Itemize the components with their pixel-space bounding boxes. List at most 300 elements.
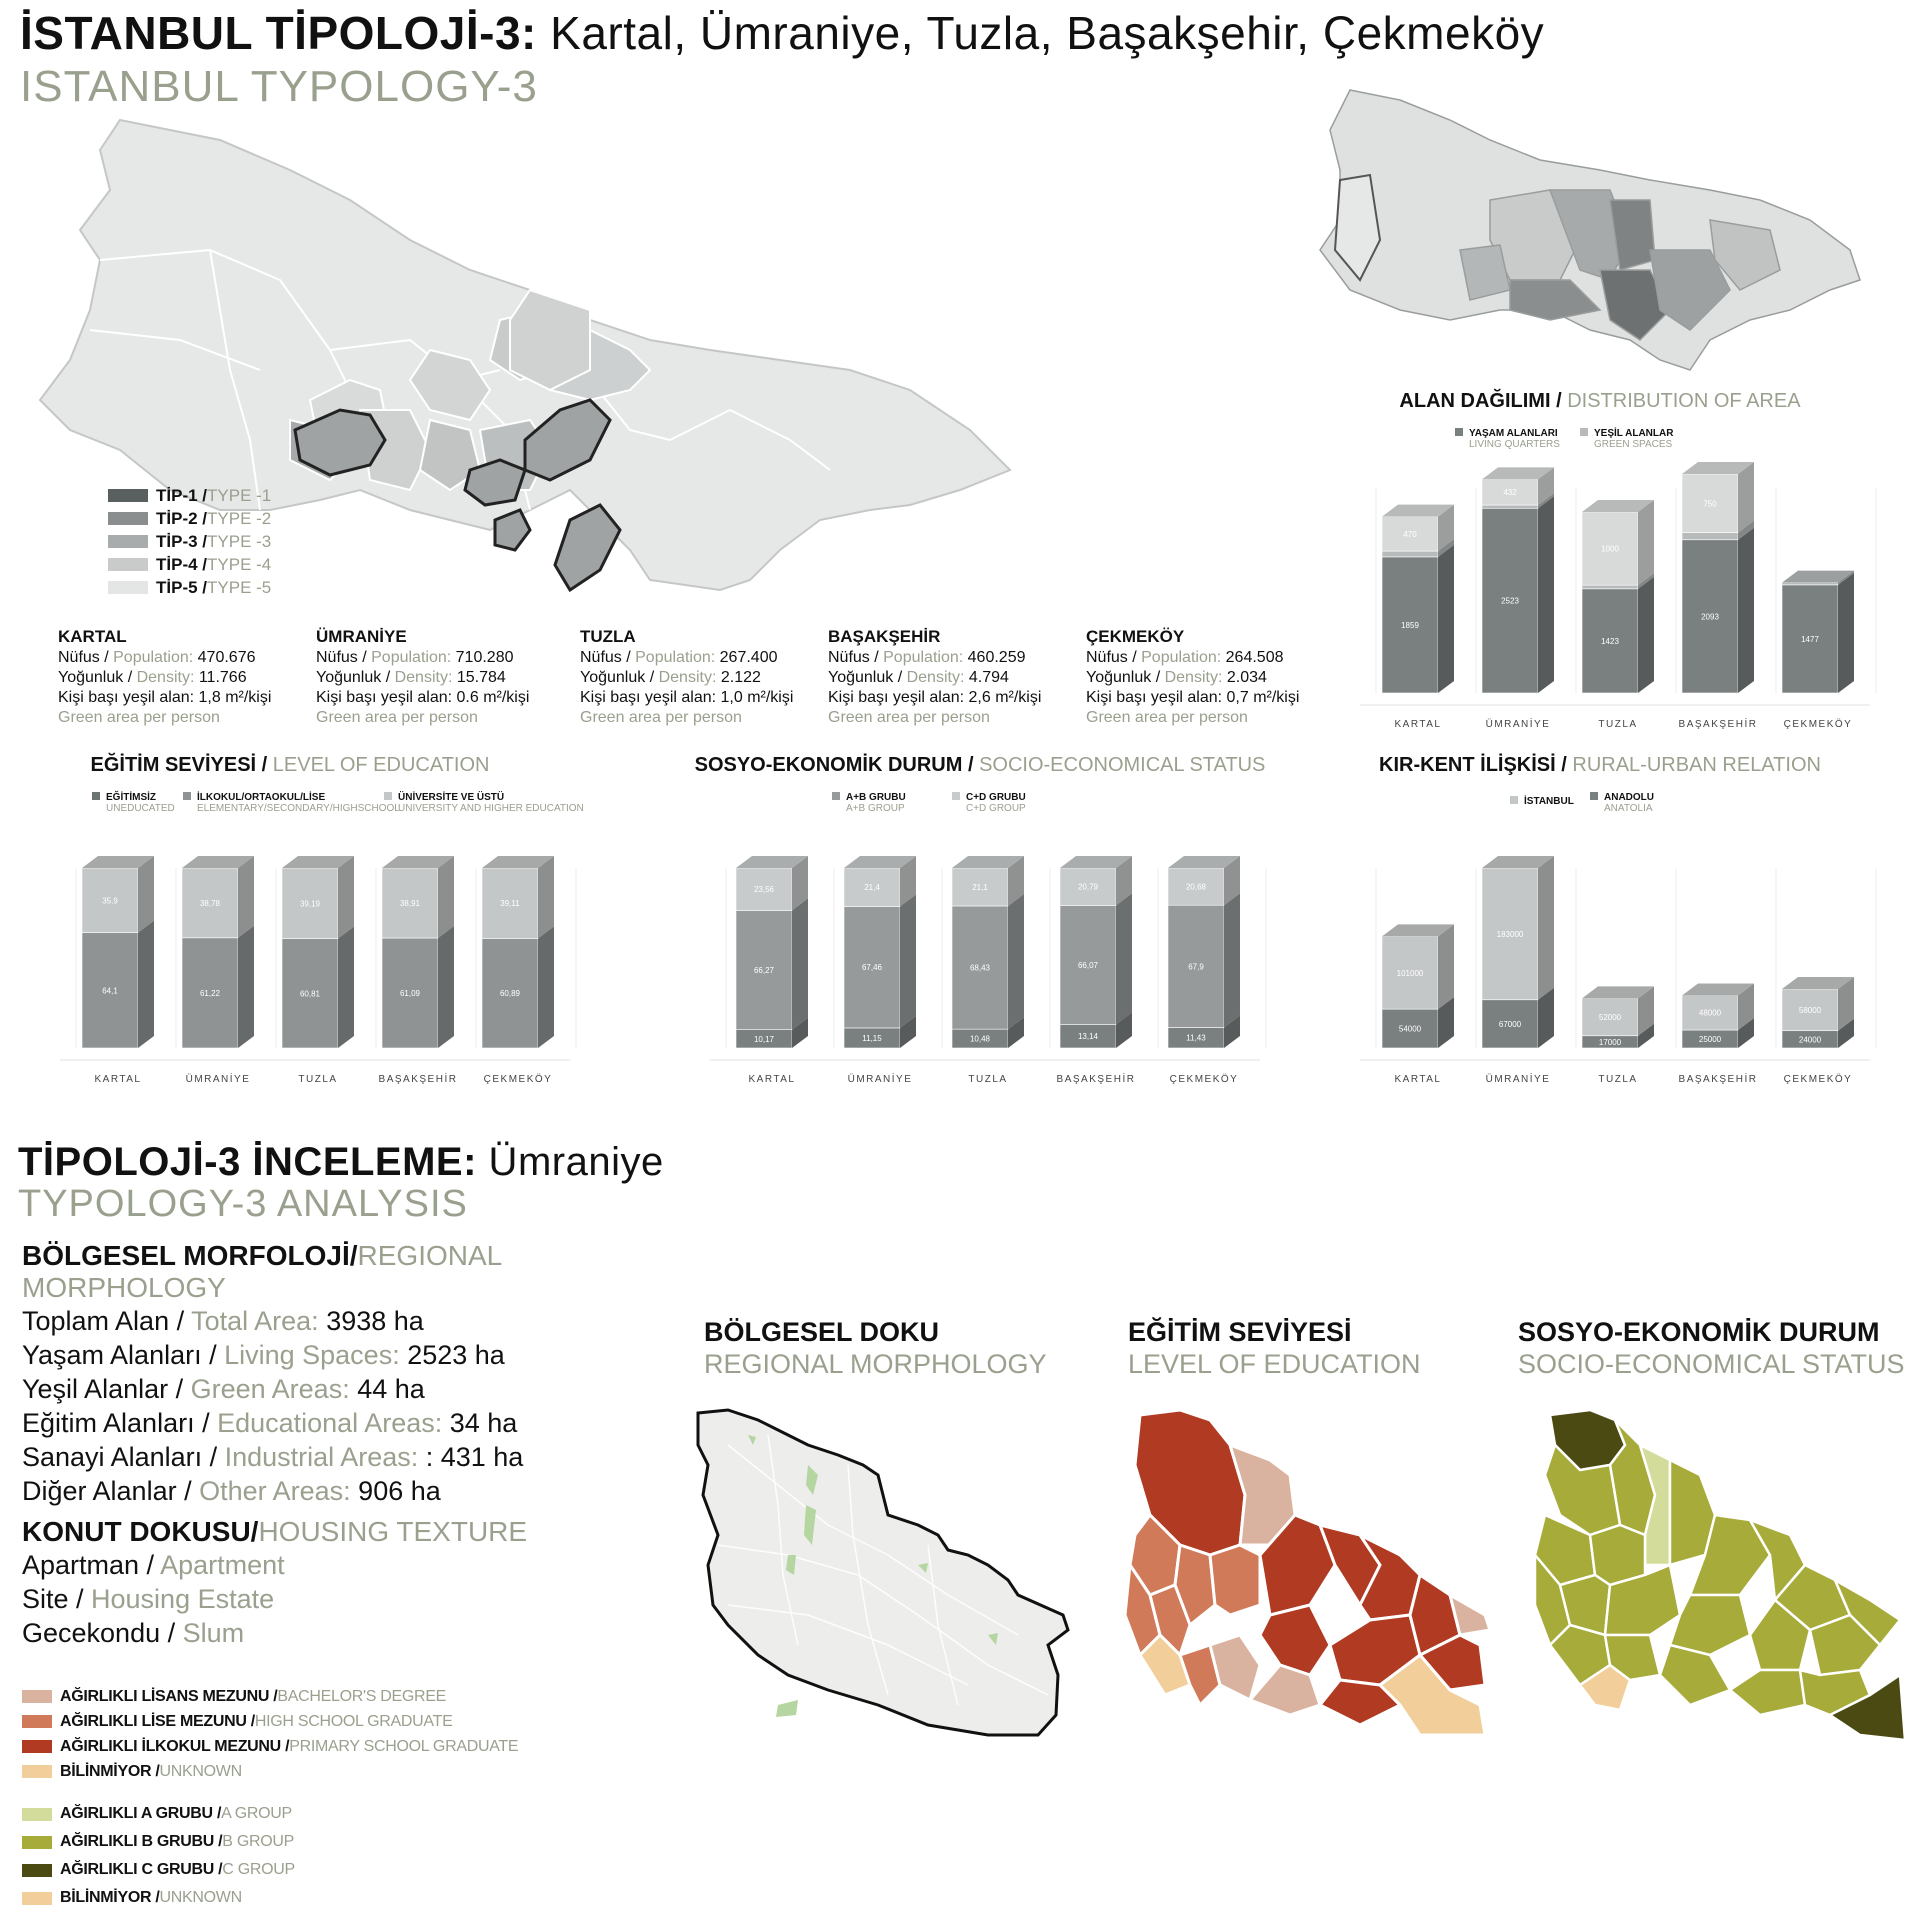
- bar-segment: [1682, 533, 1738, 540]
- green-value: 1,8 m²/kişi: [198, 689, 272, 706]
- housing-label-en: Housing Estate: [91, 1584, 275, 1614]
- density-value: 15.784: [456, 669, 506, 686]
- legend-label: EĞİTİMSİZ: [106, 792, 156, 803]
- area-item: [22, 1304, 702, 1338]
- legend-row: [22, 1828, 295, 1856]
- green-label-en: Green area per person: [1086, 709, 1248, 726]
- pop-label-en: Population:: [1136, 649, 1222, 666]
- bar-value-label: 21,4: [864, 883, 880, 893]
- map-heading-en: SOCIO-ECONOMICAL STATUS: [1518, 1349, 1905, 1379]
- chart-title-en: LEVEL OF EDUCATION: [267, 754, 490, 776]
- legend-label-en: TYPE -2: [207, 508, 272, 528]
- chart-title-tr: EĞİTİM SEVİYESİ /: [90, 754, 268, 776]
- density-label-en: Density:: [132, 669, 195, 686]
- legend-row: [22, 1800, 295, 1828]
- bar-side: [538, 856, 554, 938]
- analysis-title: [18, 1140, 664, 1185]
- bar-value-label: 1423: [1601, 636, 1619, 646]
- umraniye-morphology-map: [688, 1405, 1078, 1750]
- map-heading-en: LEVEL OF EDUCATION: [1128, 1349, 1421, 1379]
- bar-value-label: 20,79: [1077, 882, 1099, 892]
- density-label-en: Density:: [654, 669, 717, 686]
- bar-ümrani̇ye: [1482, 467, 1554, 693]
- bar-tuzla: [282, 856, 354, 1048]
- green-label-en: Green area per person: [316, 709, 478, 726]
- legend-label-en: TYPE -4: [207, 554, 272, 574]
- legend-swatch: [108, 489, 148, 502]
- legend-label-en: C GROUP: [222, 1861, 295, 1878]
- area-label-tr: Diğer Alanlar /: [22, 1476, 200, 1506]
- legend-label-en: ANATOLIA: [1604, 803, 1653, 814]
- district-cekmekoy: [1086, 627, 1336, 728]
- bar-tuzla: [1582, 500, 1654, 693]
- tuzla-highlight: [555, 505, 620, 590]
- housing-block: [22, 1516, 702, 1650]
- bar-value-label: 60,89: [499, 989, 521, 999]
- legend-label: C+D GRUBU: [966, 792, 1026, 803]
- education-legend-2: [183, 792, 400, 814]
- pop-value: 460.259: [967, 649, 1026, 666]
- area-item: [22, 1338, 702, 1372]
- bar-side: [338, 927, 354, 1048]
- pop-label: Nüfus /: [1086, 649, 1137, 666]
- bar-value-label: 10,48: [969, 1034, 991, 1044]
- bar-value-label: 23,56: [753, 885, 775, 895]
- legend-swatch: [108, 558, 148, 571]
- page-subtitle: ISTANBUL TYPOLOGY-3: [20, 62, 538, 111]
- area-label-tr: Yeşil Alanlar /: [22, 1374, 191, 1404]
- district-name: ÇEKMEKÖY: [1086, 627, 1185, 646]
- legend-label-tr: BİLİNMİYOR /: [60, 1762, 160, 1780]
- bar-value-label: 11,15: [862, 1033, 882, 1043]
- bar-value-label: 68,43: [969, 963, 991, 973]
- legend-type-5: [108, 576, 271, 599]
- socio-chart-title: [680, 754, 1280, 777]
- green-label: Kişi başı yeşil alan:: [1086, 689, 1223, 706]
- legend-label-en: A+B GROUP: [846, 803, 905, 814]
- bar-side: [900, 895, 916, 1028]
- bar-value-label: 67,9: [1188, 962, 1204, 972]
- legend-label-tr: AĞIRLIKLI İLKOKUL MEZUNU /: [60, 1737, 290, 1755]
- bar-side: [1538, 496, 1554, 693]
- bar-value-label: 11,43: [1186, 1033, 1206, 1043]
- green-label: Kişi başı yeşil alan:: [316, 689, 453, 706]
- legend-label-tr: TİP-2 /: [156, 508, 208, 528]
- pop-label-en: Population:: [878, 649, 964, 666]
- area-chart: [1340, 460, 1880, 735]
- morphology-heading: [22, 1240, 702, 1304]
- pop-value: 264.508: [1225, 649, 1284, 666]
- density-label-en: Density:: [902, 669, 965, 686]
- map-heading-tr: SOSYO-EKONOMİK DURUM: [1518, 1317, 1880, 1347]
- bar-value-label: 432: [1503, 488, 1517, 498]
- green-value: 2,6 m²/kişi: [968, 689, 1042, 706]
- chart-title-tr: ALAN DAĞILIMI /: [1399, 390, 1562, 412]
- category-label: KARTAL: [748, 1074, 796, 1085]
- page-title-districts: Kartal, Ümraniye, Tuzla, Başakşehir, Çekmeköy: [536, 7, 1545, 59]
- area-label-en: Total Area:: [191, 1306, 319, 1336]
- legend-label-tr: AĞIRLIKLI LİSANS MEZUNU /: [60, 1687, 278, 1705]
- bar-side: [1008, 894, 1024, 1029]
- legend-label: ANADOLU: [1604, 792, 1654, 803]
- bar-side: [1116, 893, 1132, 1024]
- legend-label-tr: AĞIRLIKLI LİSE MEZUNU /: [60, 1712, 255, 1730]
- bar-side: [238, 926, 254, 1048]
- chart-title-en: RURAL-URBAN RELATION: [1566, 754, 1821, 776]
- socio-chart: [690, 840, 1270, 1090]
- bar-ümrani̇ye: [1482, 856, 1554, 1048]
- area-label-en: Industrial Areas:: [224, 1442, 419, 1472]
- legend-label-en: LIVING QUARTERS: [1469, 439, 1560, 450]
- socio-legend-2: [952, 792, 1026, 814]
- category-label: BAŞAKŞEHİR: [1678, 1074, 1758, 1085]
- bar-side: [338, 856, 354, 939]
- legend-label-en: C+D GROUP: [966, 803, 1026, 814]
- bar-çekmeköy: [1782, 571, 1854, 693]
- education-legend-3: [384, 792, 584, 814]
- pop-label: Nüfus /: [316, 649, 367, 666]
- legend-row: [22, 1684, 518, 1709]
- bar-side: [1438, 924, 1454, 1009]
- bar-value-label: 10,17: [753, 1034, 775, 1044]
- bar-tuzla: [952, 856, 1024, 1048]
- pop-value: 470.676: [197, 649, 256, 666]
- density-label-en: Density:: [390, 669, 453, 686]
- density-value: 11.766: [198, 669, 247, 686]
- bar-başakşehi̇r: [382, 856, 454, 1048]
- housing-heading-en: HOUSING TEXTURE: [258, 1516, 528, 1547]
- bar-side: [1538, 856, 1554, 1000]
- category-label: KARTAL: [94, 1074, 142, 1085]
- legend-row: [22, 1709, 518, 1734]
- category-label: BAŞAKŞEHİR: [1678, 719, 1758, 730]
- district-basaksehir: [828, 627, 1078, 728]
- bar-value-label: 470: [1403, 529, 1417, 539]
- bar-value-label: 60,81: [299, 989, 321, 999]
- bar-value-label: 64,1: [102, 986, 118, 996]
- legend-swatch: [22, 1765, 52, 1778]
- bar-çekmeköy: [1168, 856, 1240, 1048]
- rural-chart-title: [1340, 754, 1860, 777]
- umraniye-socio-map: [1530, 1405, 1920, 1750]
- green-label-en: Green area per person: [828, 709, 990, 726]
- bar-side: [438, 926, 454, 1048]
- legend-swatch: [22, 1715, 52, 1728]
- area-item: [22, 1440, 702, 1474]
- pop-value: 710.280: [455, 649, 514, 666]
- overview-map: [1310, 80, 1870, 380]
- morphology-heading-tr: BÖLGESEL MORFOLOJİ/: [22, 1240, 358, 1271]
- area-label-tr: Eğitim Alanları /: [22, 1408, 218, 1438]
- legend-row: [22, 1759, 518, 1784]
- legend-row: [22, 1884, 295, 1912]
- rural-legend-2: [1590, 792, 1654, 814]
- housing-label-tr: Gecekondu /: [22, 1618, 183, 1648]
- legend-label-tr: TİP-4 /: [156, 554, 208, 574]
- green-label-en: Green area per person: [58, 709, 220, 726]
- legend-row: [22, 1734, 518, 1759]
- category-label: ÇEKMEKÖY: [1783, 719, 1853, 730]
- education-map-heading: [1128, 1316, 1421, 1380]
- category-label: KARTAL: [1394, 719, 1442, 730]
- density-label: Yoğunluk /: [828, 669, 903, 686]
- analysis-title-rest: Ümraniye: [476, 1140, 664, 1184]
- legend-label-tr: AĞIRLIKLI C GRUBU /: [60, 1861, 223, 1878]
- bar-value-label: 39,11: [500, 899, 520, 909]
- bar-çekmeköy: [482, 856, 554, 1048]
- legend-label: İLKOKUL/ORTAOKUL/LİSE: [197, 792, 326, 803]
- district-tuzla: [580, 627, 830, 728]
- legend-swatch: [22, 1808, 52, 1821]
- legend-swatch: [108, 535, 148, 548]
- bar-value-label: 1477: [1801, 634, 1819, 644]
- bar-side: [1638, 577, 1654, 693]
- bar-tuzla: [1582, 986, 1654, 1048]
- area-label-tr: Yaşam Alanları /: [22, 1340, 225, 1370]
- district-umraniye: [316, 627, 566, 728]
- area-value: 34 ha: [442, 1408, 518, 1438]
- chart-title-tr: SOSYO-EKONOMİK DURUM /: [694, 754, 974, 776]
- district-name: BAŞAKŞEHİR: [828, 627, 941, 646]
- bar-side: [1438, 545, 1454, 693]
- legend-type-2: [108, 507, 271, 530]
- pop-value: 267.400: [719, 649, 778, 666]
- legend-label-en: TYPE -1: [207, 485, 272, 505]
- district-name: ÜMRANİYE: [316, 627, 407, 646]
- area-value: 2523 ha: [399, 1340, 505, 1370]
- map-heading-en: REGIONAL MORPHOLOGY: [704, 1349, 1047, 1379]
- bar-segment: [1482, 505, 1538, 508]
- area-label-tr: Toplam Alan /: [22, 1306, 192, 1336]
- regional-morphology-heading: [704, 1316, 1047, 1380]
- bar-value-label: 750: [1703, 499, 1717, 509]
- legend-label-en: A GROUP: [221, 1805, 292, 1822]
- housing-label-en: Apartment: [160, 1550, 285, 1580]
- legend-label: YEŞİL ALANLAR: [1594, 428, 1674, 439]
- green-value: 0.6 m²/kişi: [456, 689, 530, 706]
- bar-value-label: 2523: [1501, 596, 1519, 606]
- rural-chart: [1340, 840, 1880, 1090]
- legend-label-en: TYPE -3: [207, 531, 272, 551]
- area-value: : 431 ha: [418, 1442, 524, 1472]
- bar-value-label: 1000: [1601, 544, 1619, 554]
- legend-label-en: HIGH SCHOOL GRADUATE: [254, 1712, 453, 1730]
- analysis-subtitle: TYPOLOGY-3 ANALYSIS: [18, 1183, 468, 1225]
- chart-title-tr: KIR-KENT İLİŞKİSİ /: [1379, 754, 1567, 776]
- bar-side: [138, 856, 154, 933]
- legend-swatch: [22, 1892, 52, 1905]
- housing-heading-tr: KONUT DOKUSU/: [22, 1516, 259, 1547]
- green-value: 1,0 m²/kişi: [720, 689, 794, 706]
- bar-value-label: 35,9: [102, 896, 118, 906]
- density-value: 2.034: [1226, 669, 1267, 686]
- socio-map-heading: [1518, 1316, 1905, 1380]
- rural-legend-1: [1510, 796, 1574, 807]
- bar-başakşehi̇r: [1060, 856, 1132, 1048]
- legend-label-tr: TİP-3 /: [156, 531, 208, 551]
- bar-segment: [1782, 583, 1838, 585]
- page-title-bold: İSTANBUL TİPOLOJİ-3:: [20, 7, 537, 59]
- housing-item: [22, 1582, 702, 1616]
- district-name: TUZLA: [580, 627, 636, 646]
- green-label: Kişi başı yeşil alan:: [58, 689, 195, 706]
- umraniye-education-map: [1120, 1405, 1500, 1750]
- housing-heading: [22, 1516, 702, 1548]
- bar-kartal: [82, 856, 154, 1048]
- map-heading-tr: EĞİTİM SEVİYESİ: [1128, 1317, 1352, 1347]
- bar-value-label: 61,22: [199, 988, 221, 998]
- bar-ümrani̇ye: [844, 856, 916, 1048]
- pop-label: Nüfus /: [580, 649, 631, 666]
- bar-side: [438, 856, 454, 938]
- category-label: ÜMRANİYE: [1485, 719, 1551, 730]
- bar-value-label: 48000: [1698, 1008, 1722, 1018]
- area-value: 3938 ha: [318, 1306, 424, 1336]
- bar-side: [1638, 500, 1654, 585]
- bar-value-label: 24000: [1798, 1035, 1822, 1045]
- density-label: Yoğunluk /: [316, 669, 391, 686]
- chart-title-en: DISTRIBUTION OF AREA: [1561, 390, 1801, 412]
- legend-label-tr: TİP-1 /: [156, 485, 208, 505]
- map-heading-tr: BÖLGESEL DOKU: [704, 1317, 940, 1347]
- legend-swatch: [22, 1836, 52, 1849]
- bar-çekmeköy: [1782, 977, 1854, 1048]
- legend-swatch: [108, 581, 148, 594]
- bar-value-label: 21,1: [972, 882, 988, 892]
- bar-value-label: 20,68: [1185, 882, 1207, 892]
- density-label: Yoğunluk /: [1086, 669, 1161, 686]
- category-label: KARTAL: [1394, 1074, 1442, 1085]
- pop-label-en: Population:: [366, 649, 452, 666]
- category-label: BAŞAKŞEHİR: [1056, 1074, 1136, 1085]
- chart-title-en: SOCIO-ECONOMICAL STATUS: [973, 754, 1266, 776]
- category-label: TUZLA: [1598, 1074, 1638, 1085]
- bar-value-label: 66,07: [1077, 960, 1099, 970]
- legend-label-tr: TİP-5 /: [156, 577, 208, 597]
- area-item: [22, 1474, 702, 1508]
- bar-side: [538, 926, 554, 1048]
- education-chart-title: [30, 754, 550, 777]
- morphology-block: [22, 1240, 702, 1508]
- green-label-en: Green area per person: [580, 709, 742, 726]
- education-legend-1: [92, 792, 175, 814]
- bar-value-label: 2093: [1701, 612, 1719, 622]
- legend-swatch: [22, 1690, 52, 1703]
- bar-side: [138, 921, 154, 1048]
- district-kartal: [58, 627, 308, 728]
- green-value: 0,7 m²/kişi: [1226, 689, 1300, 706]
- legend-label-en: PRIMARY SCHOOL GRADUATE: [289, 1737, 519, 1755]
- legend-label-en: UNKNOWN: [159, 1762, 242, 1780]
- legend-type-4: [108, 553, 271, 576]
- housing-item: [22, 1616, 702, 1650]
- category-label: TUZLA: [298, 1074, 338, 1085]
- housing-label-tr: Apartman /: [22, 1550, 161, 1580]
- pop-label-en: Population:: [108, 649, 194, 666]
- bar-value-label: 38,78: [199, 898, 221, 908]
- category-label: TUZLA: [1598, 719, 1638, 730]
- bar-segment: [1582, 585, 1638, 589]
- bar-başakşehi̇r: [1682, 983, 1754, 1048]
- area-chart-legend-2: [1580, 428, 1673, 450]
- education-map-legend: [22, 1684, 518, 1784]
- area-label-en: Other Areas:: [199, 1476, 351, 1506]
- bar-value-label: 101000: [1396, 968, 1424, 978]
- bar-side: [1224, 893, 1240, 1027]
- page-title: [20, 6, 1544, 60]
- bar-side: [238, 856, 254, 938]
- density-value: 4.794: [968, 669, 1009, 686]
- analysis-title-bold: TİPOLOJİ-3 İNCELEME:: [18, 1140, 477, 1184]
- bar-kartal: [1382, 505, 1454, 693]
- legend-label-tr: AĞIRLIKLI A GRUBU /: [60, 1805, 222, 1822]
- housing-label-tr: Site /: [22, 1584, 92, 1614]
- bar-value-label: 67,46: [861, 963, 883, 973]
- legend-swatch: [22, 1740, 52, 1753]
- bar-value-label: 52000: [1598, 1013, 1622, 1023]
- bar-ümrani̇ye: [182, 856, 254, 1048]
- category-label: ÇEKMEKÖY: [1169, 1074, 1239, 1085]
- density-label-en: Density:: [1160, 669, 1223, 686]
- bar-value-label: 1859: [1401, 620, 1419, 630]
- socio-legend-1: [832, 792, 906, 814]
- pop-label: Nüfus /: [58, 649, 109, 666]
- area-label-tr: Sanayi Alanları /: [22, 1442, 225, 1472]
- housing-label-en: Slum: [182, 1618, 245, 1648]
- socio-map-legend: [22, 1800, 295, 1912]
- category-label: ÇEKMEKÖY: [483, 1074, 553, 1085]
- bar-kartal: [1382, 924, 1454, 1048]
- category-label: ÇEKMEKÖY: [1783, 1074, 1853, 1085]
- legend-label-tr: AĞIRLIKLI B GRUBU /: [60, 1833, 223, 1850]
- legend-label: ÜNİVERSİTE VE ÜSTÜ: [398, 792, 505, 803]
- legend-label-en: UNIVERSITY AND HIGHER EDUCATION: [398, 803, 584, 814]
- density-value: 2.122: [720, 669, 761, 686]
- category-label: ÜMRANİYE: [847, 1074, 913, 1085]
- category-label: BAŞAKŞEHİR: [378, 1074, 458, 1085]
- area-label-en: Educational Areas:: [217, 1408, 443, 1438]
- legend-label-en: GREEN SPACES: [1594, 439, 1673, 450]
- bar-side: [792, 898, 808, 1029]
- map-legend: [108, 484, 271, 599]
- legend-type-1: [108, 484, 271, 507]
- area-value: 44 ha: [349, 1374, 425, 1404]
- bar-side: [1738, 462, 1754, 533]
- area-value: 906 ha: [350, 1476, 441, 1506]
- housing-item: [22, 1548, 702, 1582]
- bar-value-label: 58000: [1798, 1005, 1822, 1015]
- area-item: [22, 1406, 702, 1440]
- category-label: ÜMRANİYE: [1485, 1074, 1551, 1085]
- area-item: [22, 1372, 702, 1406]
- density-label: Yoğunluk /: [58, 669, 133, 686]
- bar-value-label: 54000: [1398, 1024, 1422, 1034]
- legend-type-3: [108, 530, 271, 553]
- bar-value-label: 17000: [1598, 1037, 1622, 1047]
- bar-value-label: 13,14: [1077, 1032, 1099, 1042]
- bar-value-label: 66,27: [753, 966, 775, 976]
- bar-value-label: 67000: [1498, 1019, 1522, 1029]
- area-chart-title: [1340, 390, 1860, 413]
- bar-value-label: 39,19: [299, 899, 321, 909]
- bar-value-label: 38,91: [399, 899, 421, 909]
- legend-label-en: UNKNOWN: [159, 1889, 242, 1906]
- bar-kartal: [736, 856, 808, 1048]
- pop-label: Nüfus /: [828, 649, 879, 666]
- legend-swatch: [108, 512, 148, 525]
- legend-label-tr: BİLİNMİYOR /: [60, 1889, 160, 1906]
- legend-label: İSTANBUL: [1524, 796, 1574, 807]
